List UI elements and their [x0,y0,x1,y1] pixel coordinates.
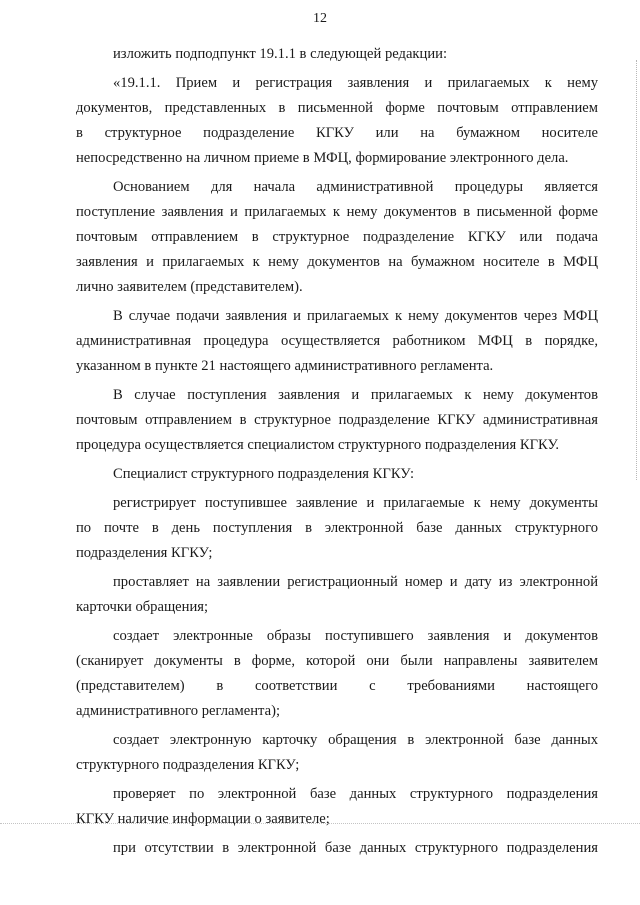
text-line: административная процедура осуществляется работником МФЦ в порядке, [76,333,598,349]
text-line: в структурное подразделение КГКУ или на бумажном носителе [76,125,598,141]
text-line: (сканирует документы в форме, которой они были направлены заявителем [76,653,598,669]
text-line: (представителем) в соответствии с требованиями настоящего [76,678,598,694]
scan-dotted-artifact [0,823,640,825]
text-line: карточки обращения; [76,599,209,615]
text-line: поступление заявления и прилагаемых к нему документов в письменной форме [76,204,598,220]
text-line: регистрирует поступившее заявление и прилагаемые к нему документы [113,495,598,511]
text-line: создает электронные образы поступившего заявления и документов [113,628,598,644]
text-line: создает электронную карточку обращения в электронной базе данных [113,732,598,748]
text-line: указанном в пункте 21 настоящего административного регламента. [76,358,494,374]
text-line: почтовым отправлением в структурное подразделение КГКУ административная [76,412,598,428]
text-line: КГКУ наличие информации о заявителе; [76,811,330,827]
text-line: изложить подподпункт 19.1.1 в следующей редакции: [113,46,448,62]
text-line: структурного подразделения КГКУ; [76,757,300,773]
text-line: заявления и прилагаемых к нему документов на бумажном носителе в МФЦ [76,254,598,270]
text-line: лично заявителем (представителем). [76,279,303,295]
text-line: В случае подачи заявления и прилагаемых к нему документов через МФЦ [113,308,598,324]
text-line: административного регламента); [76,703,280,719]
text-line: непосредственно на личном приеме в МФЦ, формирование электронного дела. [76,150,569,166]
text-line: проставляет на заявлении регистрационный номер и дату из электронной [113,574,598,590]
text-line: при отсутствии в электронной базе данных структурного подразделения [113,840,598,856]
text-line: В случае поступления заявления и прилагаемых к нему документов [113,387,598,403]
text-line: подразделения КГКУ; [76,545,213,561]
text-line: проверяет по электронной базе данных структурного подразделения [113,786,598,802]
scan-edge-mark [635,60,637,480]
text-line: Специалист структурного подразделения КГКУ: [113,466,415,482]
text-line: процедура осуществляется специалистом структурного подразделения КГКУ. [76,437,560,453]
text-line: почтовым отправлением в структурное подразделение КГКУ или подача [76,229,598,245]
text-line: документов, представленных в письменной форме почтовым отправлением [76,100,598,116]
text-line: Основанием для начала административной процедуры является [113,179,598,195]
text-line: по почте в день поступления в электронной базе данных структурного [76,520,598,536]
text-line: «19.1.1. Прием и регистрация заявления и прилагаемых к нему [113,75,598,91]
page-number: 12 [313,11,327,26]
